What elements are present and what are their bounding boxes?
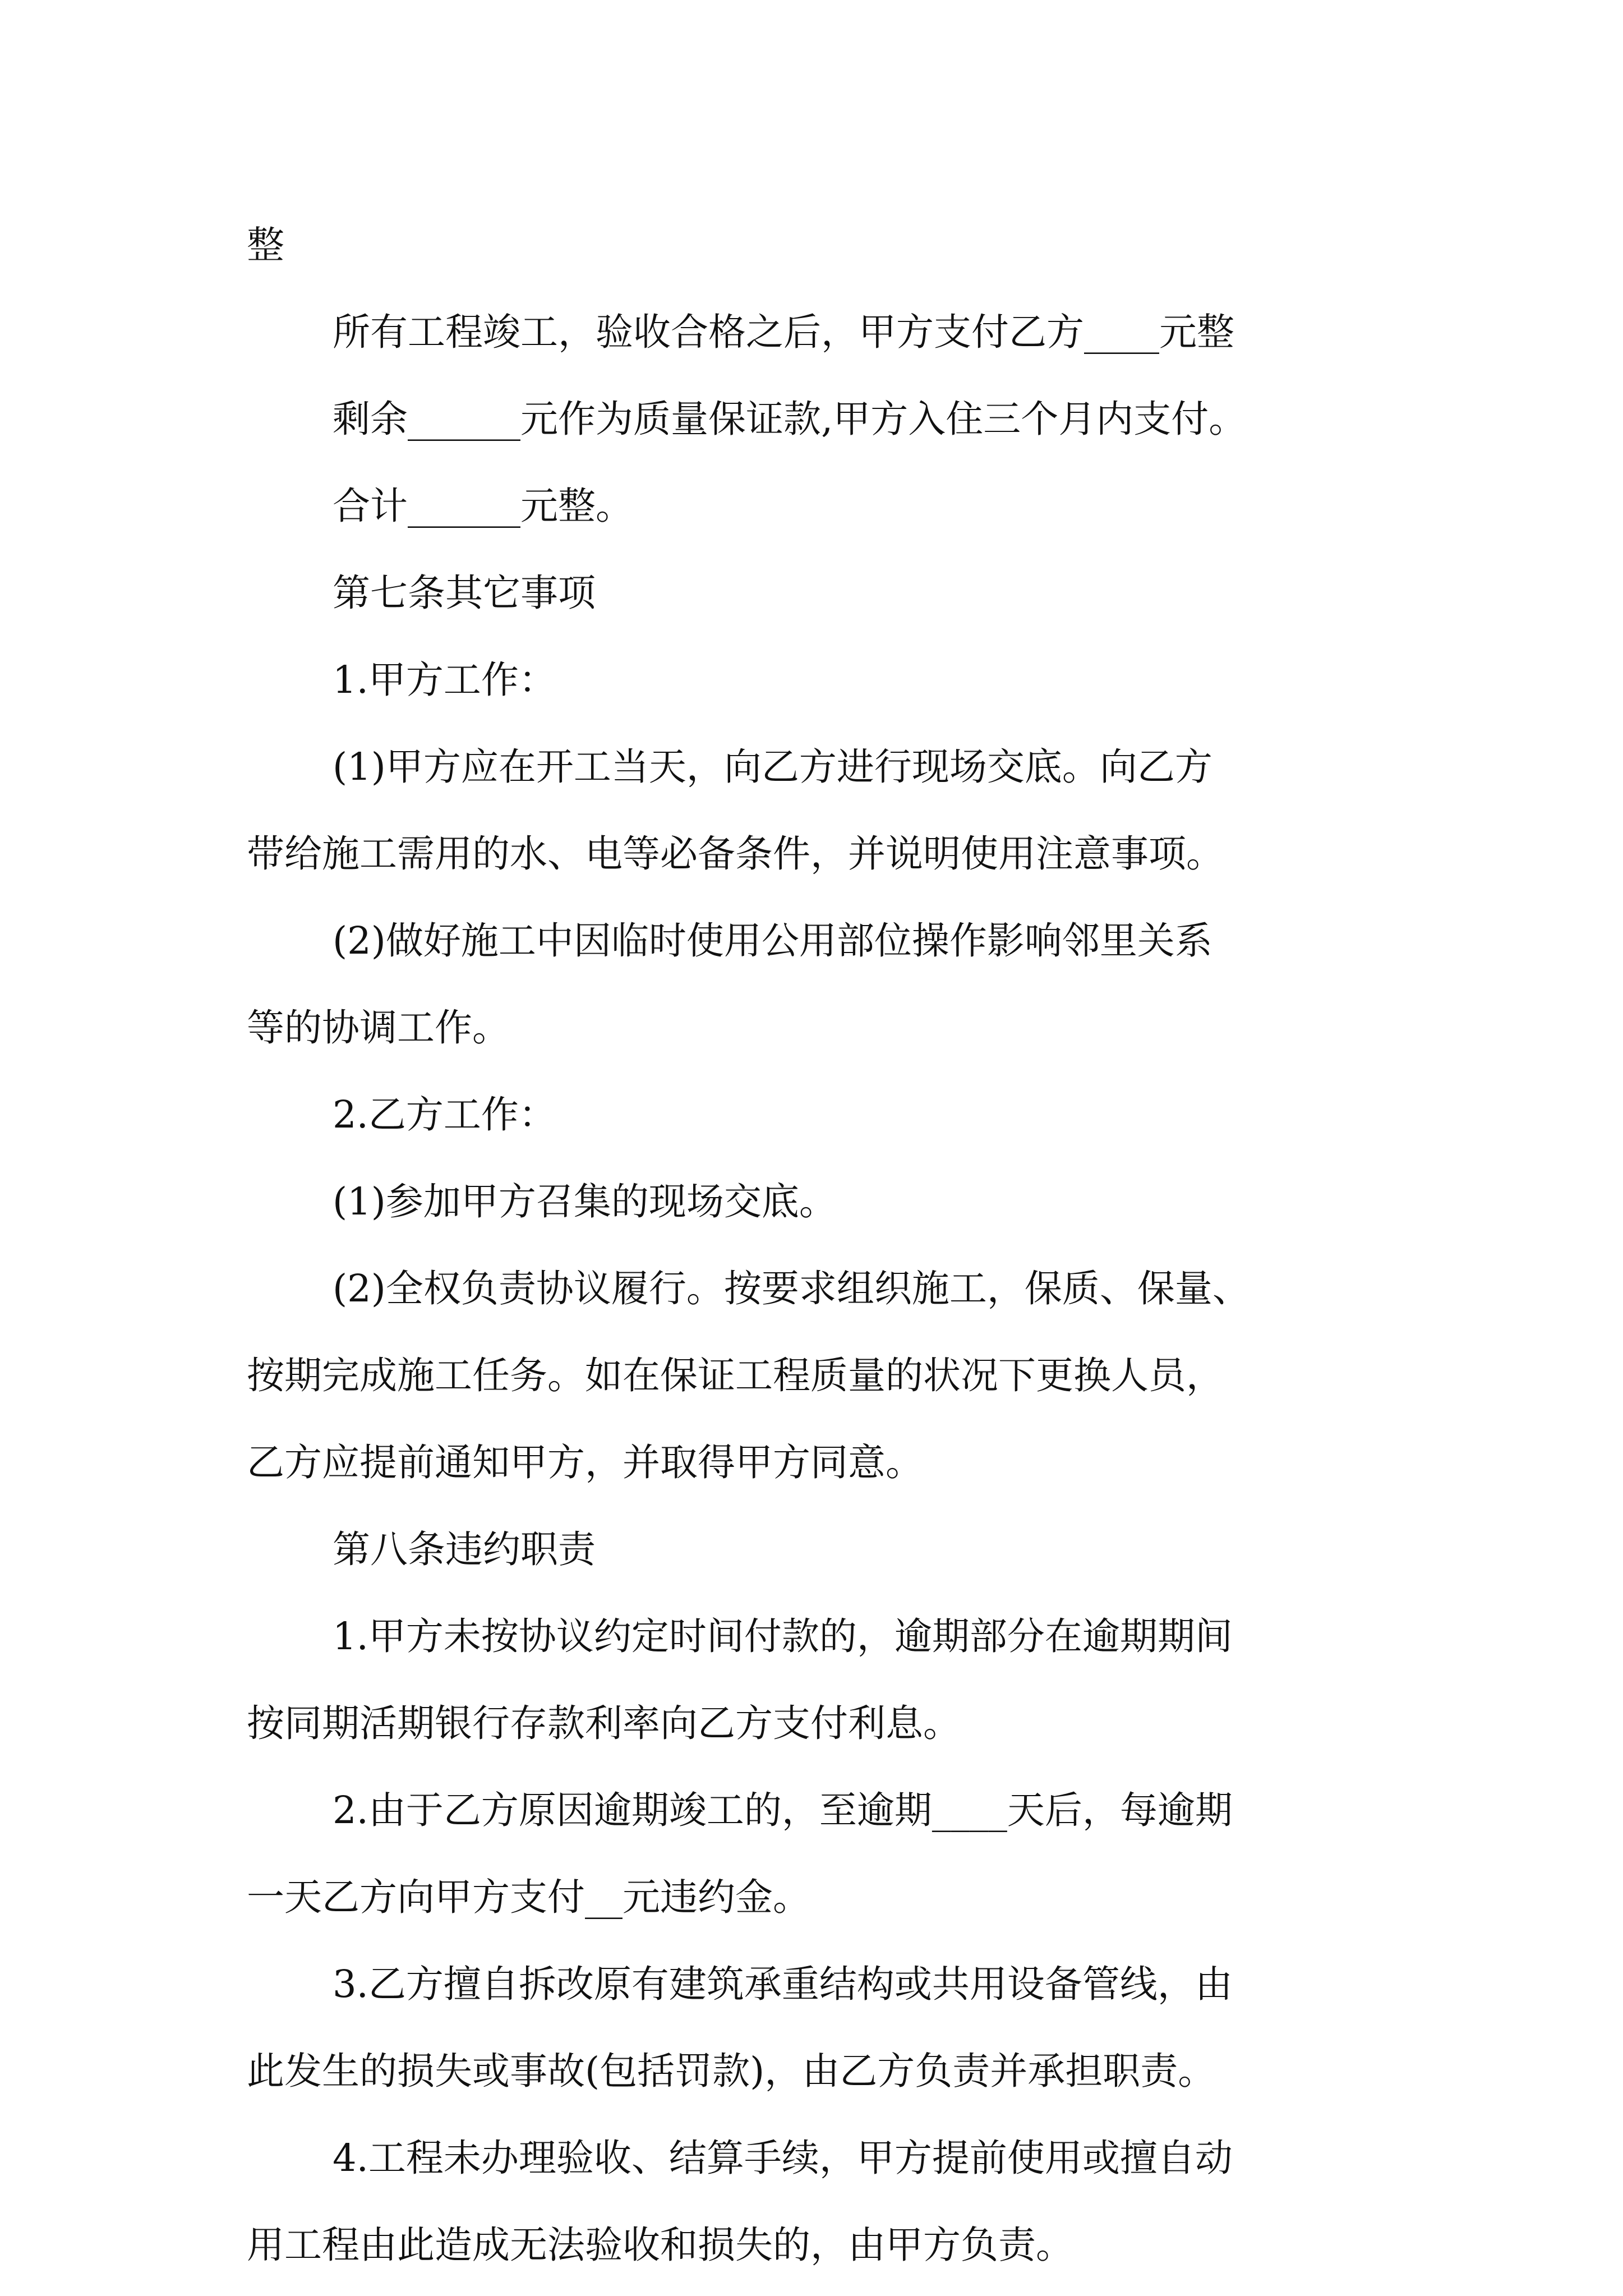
- text-line: 按同期活期银行存款利率向乙方支付利息。: [247, 1701, 961, 1745]
- text-line: 合计______元整。: [333, 484, 633, 528]
- text-line: 4.工程未办理验收、结算手续，甲方提前使用或擅自动: [333, 2136, 1233, 2180]
- section-heading: 第八条违约职责: [333, 1527, 596, 1571]
- text-line: 此发生的损失或事故(包括罚款)，由乙方负责并承担职责。: [247, 2049, 1216, 2093]
- text-line: 等的协调工作。: [247, 1006, 510, 1050]
- text-line: 1.甲方工作：: [333, 658, 556, 702]
- text-line: 用工程由此造成无法验收和损失的，由甲方负责。: [247, 2223, 1073, 2267]
- text-line: (2)做好施工中因临时使用公用部位操作影响邻里关系: [333, 919, 1212, 963]
- text-line: 所有工程竣工，验收合格之后，甲方支付乙方____元整: [333, 310, 1234, 354]
- text-line: 整: [247, 223, 284, 267]
- text-line: 乙方应提前通知甲方，并取得甲方同意。: [247, 1441, 923, 1484]
- document-body: [247, 202, 1396, 2289]
- text-line: 带给施工需用的水、电等必备条件，并说明使用注意事项。: [247, 832, 1224, 876]
- text-line: 3.乙方擅自拆改原有建筑承重结构或共用设备管线，由: [333, 1962, 1233, 2006]
- text-line: (1)甲方应在开工当天，向乙方进行现场交底。向乙方: [333, 745, 1212, 789]
- text-line: (2)全权负责协议履行。按要求组织施工，保质、保量、: [333, 1267, 1250, 1310]
- section-heading: 第七条其它事项: [333, 571, 596, 615]
- text-line: 剩余______元作为质量保证款,甲方入住三个月内支付。: [333, 397, 1247, 441]
- text-line: 一天乙方向甲方支付__元违约金。: [247, 1875, 810, 1919]
- text-line: 2.乙方工作：: [333, 1093, 556, 1137]
- text-line: 2.由于乙方原因逾期竣工的，至逾期____天后，每逾期: [333, 1788, 1233, 1832]
- text-line: (1)参加甲方召集的现场交底。: [333, 1180, 837, 1223]
- text-line: 按期完成施工任务。如在保证工程质量的状况下更换人员，: [247, 1354, 1224, 1397]
- text-line: 1.甲方未按协议约定时间付款的，逾期部分在逾期期间: [333, 1614, 1233, 1658]
